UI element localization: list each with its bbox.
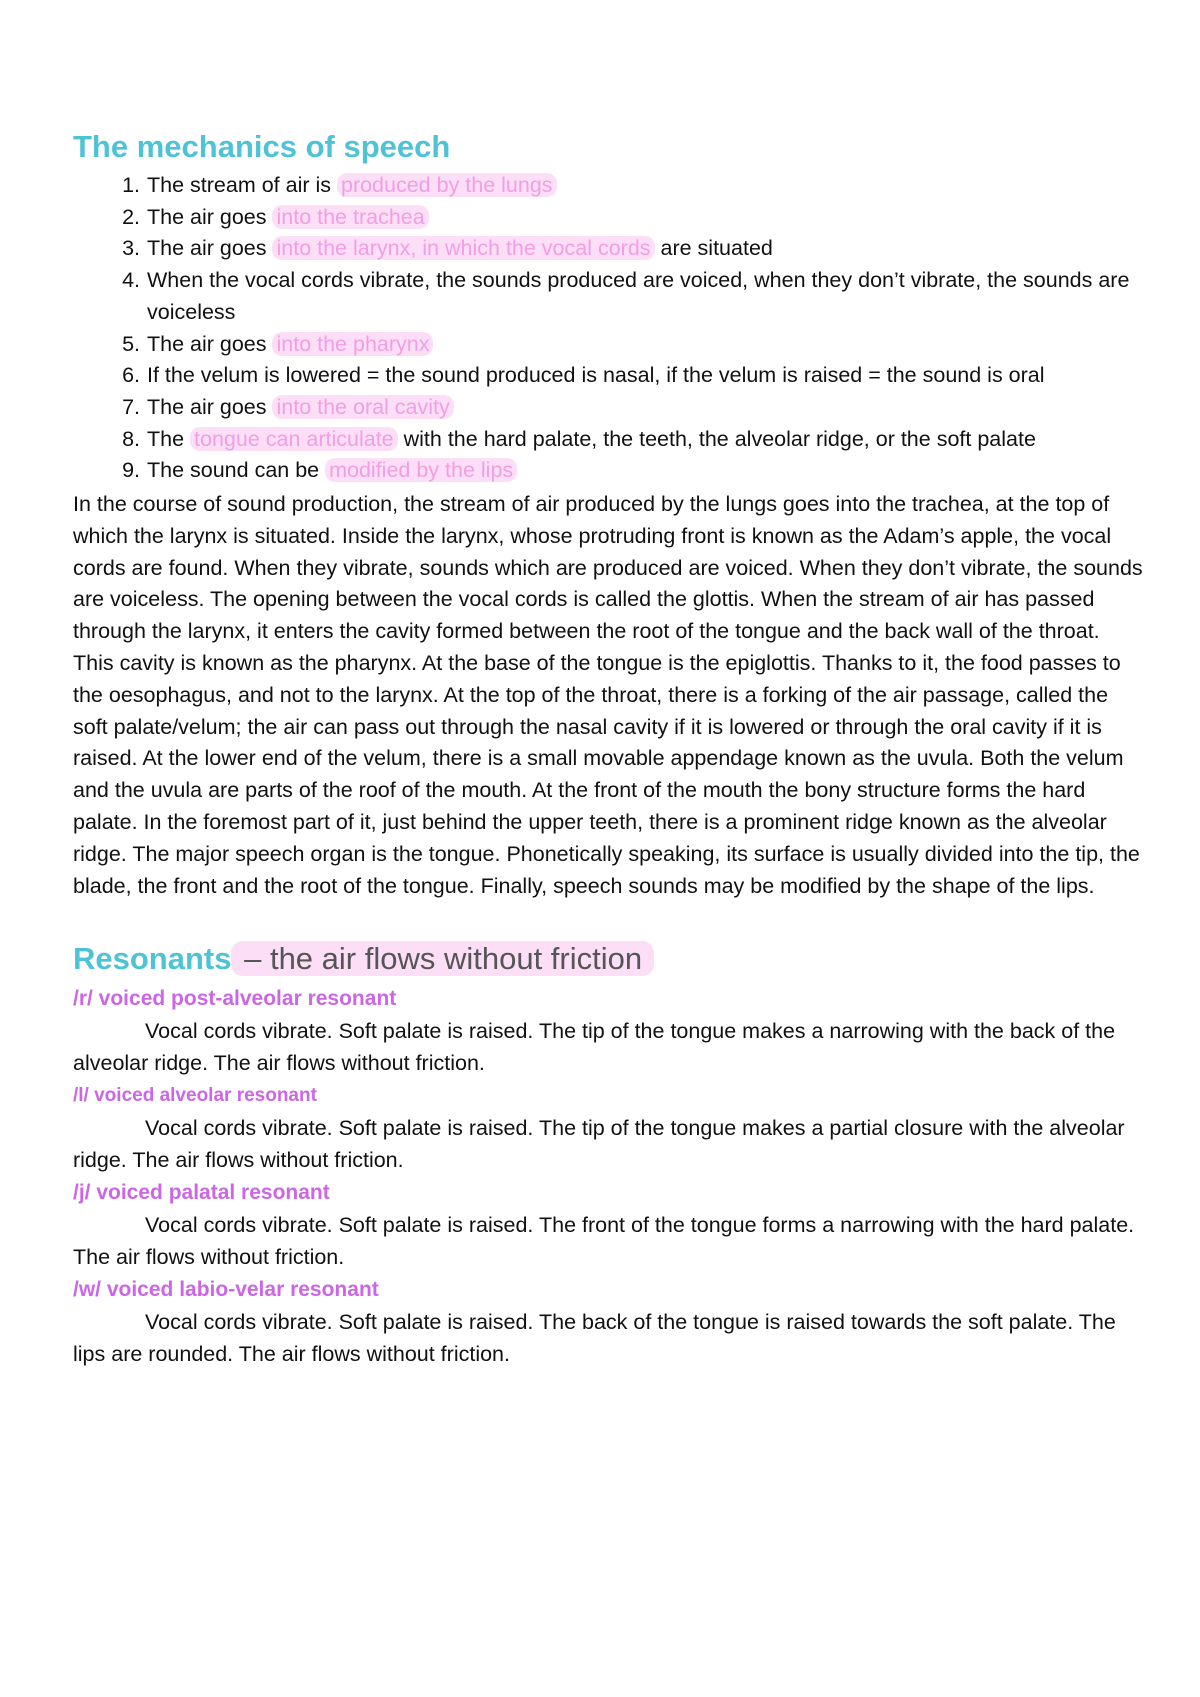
document-page <box>73 128 1143 1372</box>
list-item <box>146 360 1143 392</box>
resonants-title-subtitle: – the air flows without friction <box>231 941 654 976</box>
list-item <box>146 392 1143 424</box>
highlighted-text: into the oral cavity <box>272 395 453 419</box>
step-text: The air goes <box>147 236 273 261</box>
highlighted-text: into the larynx, in which the vocal cords <box>272 236 654 260</box>
sound-heading-w: /w/ voiced labio-velar resonant <box>73 1278 379 1302</box>
sound-heading-r: /r/ voiced post-alveolar resonant <box>73 987 397 1011</box>
step-text: The sound can be <box>147 458 326 483</box>
sound-description-r: Vocal cords vibrate. Soft palate is raised. The tip of the tongue makes a narrowing with the back of the alveolar ridge. The air flows without friction. <box>73 1019 1116 1076</box>
step-text: The air goes <box>147 204 273 229</box>
step-text: If the velum is lowered = the sound produced is nasal, if the velum is raised = the sound is oral <box>147 363 1045 388</box>
step-text: The stream of air is <box>147 173 337 197</box>
explanation-paragraph: In the course of sound production, the stream of air produced by the lungs goes into the trachea, at the top of which the larynx is situated. Inside the larynx, whose protruding front is known as the Adam’s apple, the vocal cords are found. When they vibrate, sounds which are produced are voiced. When they don’t vibrate, the sounds are voiceless. The opening between the vocal cords is called the glottis. When the stream of air has passed through the larynx, it enters the cavity formed between the root of the tongue and the back wall of the throat. This cavity is known as the pharynx. At the base of the tongue is the epiglottis. Thanks to it, the food passes to the oesophagus, and not to the larynx. At the top of the throat, there is a forking of the air passage, called the soft palate/velum; the air can pass out through the nasal cavity if it is lowered or through the oral cavity if it is raised. At the lower end of the velum, there is a small movable appendage known as the uvula. Both the velum and the uvula are parts of the roof of the mouth. At the front of the mouth the bony structure forms the hard palate. In the foremost part of it, just behind the upper teeth, there is a prominent ridge known as the alveolar ridge. The major speech organ is the tongue. Phonetically speaking, its surface is usually divided into the tip, the blade, the front and the root of the tongue. Finally, speech sounds may be modified by the shape of the lips. <box>73 492 1143 898</box>
sound-description-l: Vocal cords vibrate. Soft palate is raised. The tip of the tongue makes a partial closure with the alveolar ridge. The air flows without friction. <box>73 1116 1125 1173</box>
list-item <box>146 329 1143 361</box>
list-item <box>146 233 1143 265</box>
sound-heading-l: /l/ voiced alveolar resonant <box>73 1085 317 1107</box>
highlighted-text: produced by the lungs <box>337 173 557 197</box>
list-item <box>146 424 1143 456</box>
step-text-after: are situated <box>654 236 773 261</box>
step-text: The <box>147 426 191 451</box>
resonants-title-label: Resonants <box>73 941 232 977</box>
list-item <box>146 170 1143 202</box>
highlighted-text: into the trachea <box>272 205 428 229</box>
step-text: The air goes <box>147 331 273 356</box>
list-item <box>146 202 1143 234</box>
sound-heading-j: /j/ voiced palatal resonant <box>73 1181 330 1205</box>
highlighted-text: into the pharynx <box>272 332 433 356</box>
step-text-after: with the hard palate, the teeth, the alveolar ridge, or the soft palate <box>397 426 1036 451</box>
highlighted-text: modified by the lips <box>325 458 517 482</box>
section-title-mechanics: The mechanics of speech <box>73 129 451 164</box>
section-title-resonants <box>73 940 1143 978</box>
list-item <box>146 455 1143 487</box>
list-item <box>146 265 1143 328</box>
highlighted-text: tongue can articulate <box>190 427 398 451</box>
steps-list <box>73 170 1143 487</box>
step-text: When the vocal cords vibrate, the sounds produced are voiced, when they don’t vibrate, the sounds are voiceless <box>147 268 1130 324</box>
sound-description-w: Vocal cords vibrate. Soft palate is raised. The back of the tongue is raised towards the soft palate. The lips are rounded. The air flows without friction. <box>73 1310 1116 1367</box>
sound-description-j: Vocal cords vibrate. Soft palate is raised. The front of the tongue forms a narrowing with the hard palate. The air flows without friction. <box>73 1213 1135 1270</box>
step-text: The air goes <box>147 394 273 419</box>
